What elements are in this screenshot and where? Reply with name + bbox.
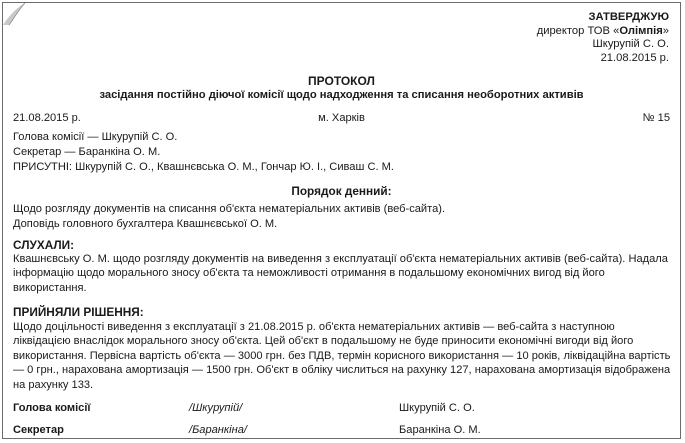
company-name: Олімпія xyxy=(619,24,663,37)
protocol-number: № 15 xyxy=(642,112,670,124)
present-line: ПРИСУТНІ: Шкурупій С. О., Квашнєвська О. М., Гончар Ю. І., Сиваш С. М. xyxy=(13,161,394,173)
signature-role: Голова комісії xyxy=(13,402,91,414)
heard-heading: СЛУХАЛИ: xyxy=(13,238,75,252)
signature-name: Баранкіна О. М. xyxy=(399,424,481,436)
protocol-city: м. Харків xyxy=(318,112,365,124)
heard-text: Квашнєвську О. М. щодо розгляду документів на виведення з експлуатації об'єкта нематеріальних активів (веб-сайта). Надала інформацію щодо морального зносу об'єкта та неможливості отримання в подальшому економічних вигод від його використання. xyxy=(13,253,668,294)
approval-position: директор ТОВ «Олімпія» xyxy=(536,24,669,37)
signature-name: Шкурупій С. О. xyxy=(399,402,475,414)
agenda-item: Доповідь головного бухгалтера Квашнєвської О. М. xyxy=(13,218,278,230)
protocol-subtitle: засідання постійно діючої комісії щодо надходження та списання необоротних активів xyxy=(99,89,584,101)
approval-date: 21.08.2015 р. xyxy=(600,51,669,64)
signature-mark: /Шкурупій/ xyxy=(189,402,243,414)
chair-line: Голова комісії — Шкурупій С. О. xyxy=(13,131,178,143)
secretary-line: Секретар — Баранкіна О. М. xyxy=(13,146,161,158)
approval-signature: Шкурупій С. О. xyxy=(592,38,669,51)
decided-text: Щодо доцільності виведення з експлуатації з 21.08.2015 р. об'єкта нематеріальних активів — веб-сайта з наступною ліквідацією внаслідок морального зносу об'єкта. Цей об'єкт в подальшому не буде приносити економічні вигоди від його використання. Первісна вартість об'єкта — 3000 грн. без ПДВ, термін корисного використання — 10 років, ліквідаційна вартість — 0 грн., нарахована амортизація — 1500 грн. Об'єкт в обліку числиться на рахунку 127, нарахована амортизація відображена на рахунку 133. xyxy=(13,321,671,391)
approval-block xyxy=(537,11,669,65)
protocol-date: 21.08.2015 р. xyxy=(13,112,81,124)
decided-heading: ПРИЙНЯЛИ РІШЕННЯ: xyxy=(13,305,144,319)
page-corner-fold-icon xyxy=(3,3,29,29)
approval-title: ЗАТВЕРДЖУЮ xyxy=(588,11,669,23)
agenda-item: Щодо розгляду документів на списання об'єкта нематеріальних активів (веб-сайта). xyxy=(13,203,446,215)
protocol-title: ПРОТОКОЛ xyxy=(308,74,375,88)
signature-role: Секретар xyxy=(13,424,64,436)
signature-mark: /Баранкіна/ xyxy=(189,424,247,436)
document-page xyxy=(2,2,681,439)
agenda-heading: Порядок денний: xyxy=(291,184,392,198)
